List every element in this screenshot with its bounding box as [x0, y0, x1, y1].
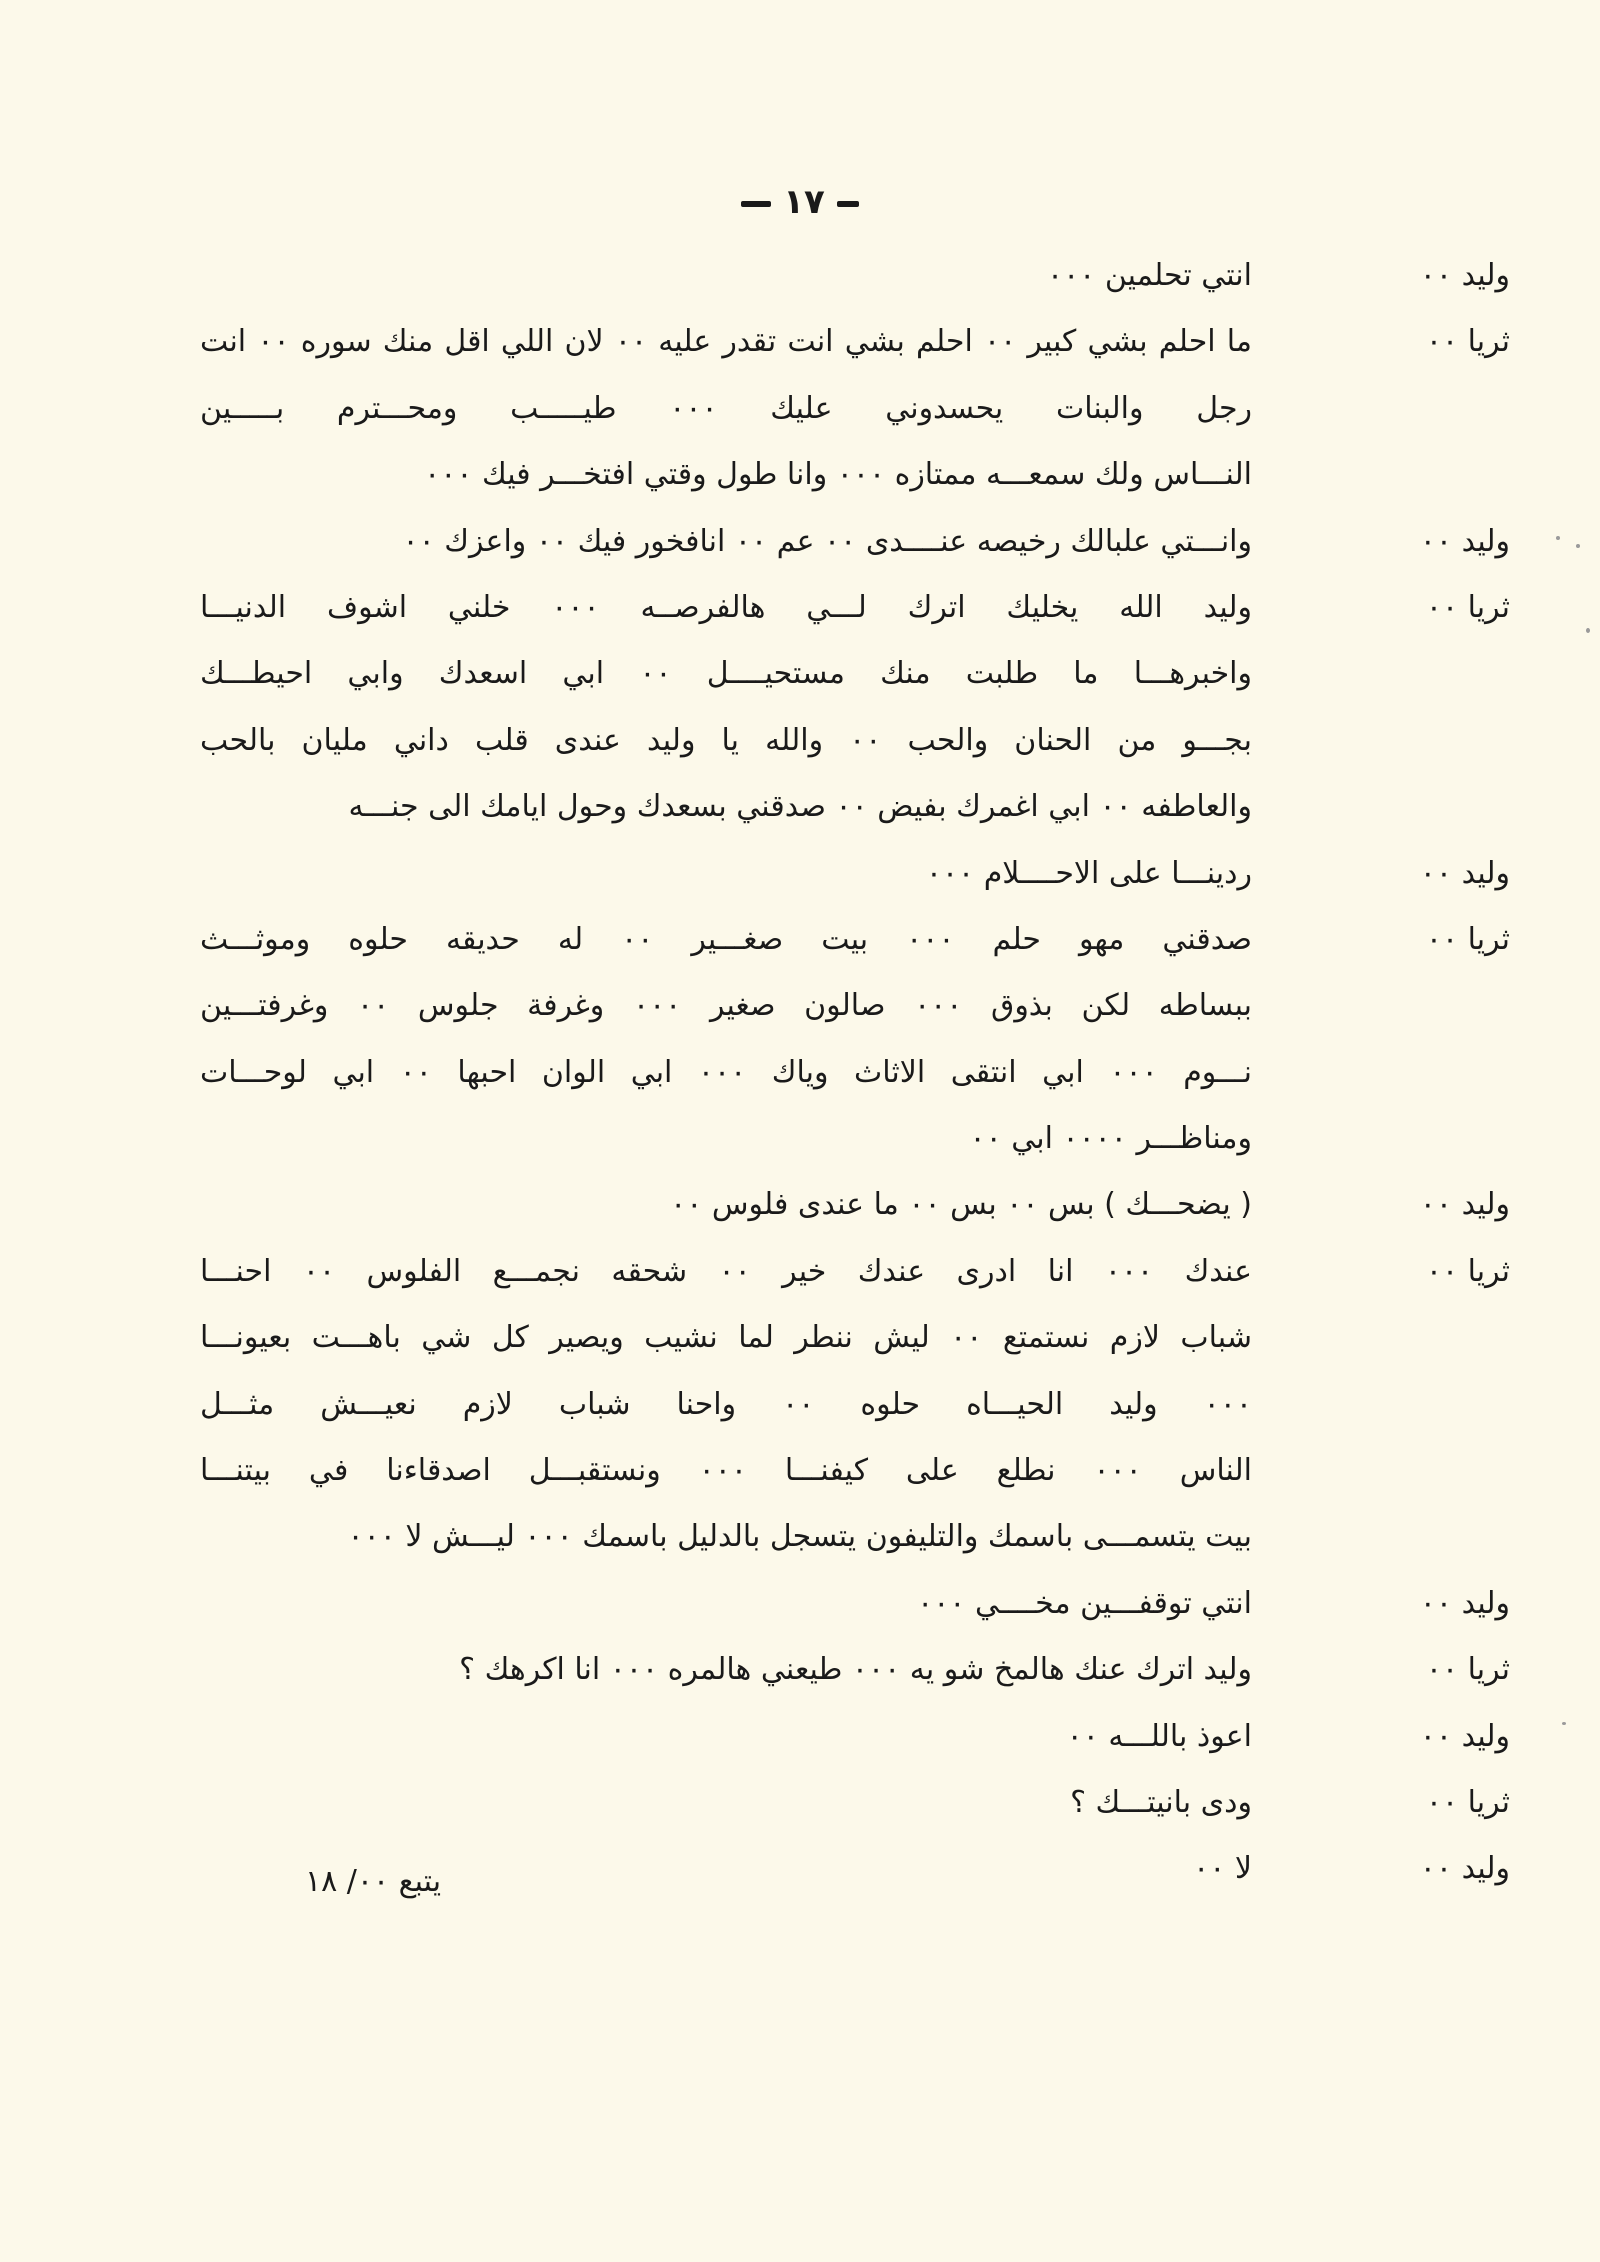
dialogue-row [200, 646, 1510, 712]
speaker-name: وليد ٠٠ [1419, 258, 1510, 293]
dialogue-row [200, 381, 1510, 447]
speaker-name: وليد ٠٠ [1419, 1851, 1510, 1887]
dialogue-text: واخبرهـــا ما طلبت منك مستحيــــل ٠٠ ابي اسعدك وابي احيطـــك [200, 656, 1252, 692]
dialogue-row [200, 1045, 1510, 1111]
dialogue-text: والعاطفه ٠٠ ابي اغمرك بفيض ٠٠ صدقني بسعدك وحول ايامك الى جنـــه [348, 789, 1252, 825]
script-dialogue [200, 248, 1510, 1908]
dialogue-text: صدقني مهو حلم ٠٠٠ بيت صغـــير ٠٠ له حديقه حلوه وموثـــث [200, 921, 1252, 957]
dialogue-text: اعوذ باللـــه ٠٠ [1066, 1718, 1252, 1754]
dialogue-row [200, 846, 1510, 912]
dialogue-row [200, 447, 1510, 513]
dialogue-row [200, 514, 1510, 580]
dialogue-row [200, 978, 1510, 1044]
dialogue-text: النـــاس ولك سمعـــه ممتازه ٠٠٠ وانا طول وقتي افتخـــر فيك ٠٠٠ [424, 457, 1252, 493]
dialogue-text: وليد الله يخليك اترك لـــي هالفرصــه ٠٠٠ خلني اشوف الدنيـــا [200, 589, 1252, 625]
dialogue-row [200, 1576, 1510, 1642]
dialogue-row [200, 1443, 1510, 1509]
dialogue-row [200, 912, 1510, 978]
speaker-name: وليد ٠٠ [1419, 855, 1510, 891]
dialogue-row [200, 1642, 1510, 1708]
dialogue-row [200, 1377, 1510, 1443]
dialogue-text: عندك ٠٠٠ انا ادرى عندك خير ٠٠ شحقه نجمـــع الفلوس ٠٠ احنـــا [200, 1253, 1252, 1289]
dialogue-row [200, 779, 1510, 845]
dialogue-row [200, 314, 1510, 380]
dialogue-text: انتي توقفـــين مخــــي ٠٠٠ [917, 1585, 1252, 1621]
dialogue-row [200, 1111, 1510, 1177]
speaker-name: وليد ٠٠ [1419, 1718, 1510, 1754]
dialogue-row [200, 1177, 1510, 1243]
dialogue-text: بجـــو من الحنان والحب ٠٠ والله يا وليد عندى قلب داني مليان بالحب [200, 722, 1252, 758]
dialogue-text: ردينـــا على الاحــــلام ٠٠٠ [925, 855, 1252, 891]
dialogue-row [200, 248, 1510, 314]
dialogue-text: شباب لازم نستمتع ٠٠ ليش ننطر لما نشيب ويصير كل شي باهـــت بعيونـــا [200, 1320, 1252, 1356]
speaker-name: وليد ٠٠ [1419, 523, 1510, 559]
dialogue-text: وانـــتي علبالك رخيصه عنــــدى ٠٠ عم ٠٠ انافخور فيك ٠٠ واعزك ٠٠ [402, 523, 1252, 559]
dialogue-text: بيت يتسمـــى باسمك والتليفون يتسجل بالدليل باسمك ٠٠٠ ليـــش لا ٠٠٠ [347, 1519, 1252, 1555]
speaker-name: ثريا ٠٠ [1425, 324, 1510, 360]
dialogue-row [200, 713, 1510, 779]
dialogue-text: لا ٠٠ [1193, 1851, 1252, 1887]
dialogue-text: ومناظـــر ٠٠٠٠ ابي ٠٠ [969, 1121, 1252, 1157]
page-number-text: ١٧ [783, 182, 825, 222]
scan-speck [1562, 1722, 1566, 1725]
dialogue-text: ٠٠٠ وليد الحيـــاه حلوه ٠٠ واحنا شباب لازم نعيـــش مثـــل [200, 1386, 1252, 1422]
dialogue-text: الناس ٠٠٠ نطلع على كيفنـــا ٠٠٠ ونستقبـــل اصدقاءنا في بيتنـــا [200, 1453, 1252, 1489]
scan-speck [1576, 544, 1580, 548]
speaker-name: ثريا ٠٠ [1425, 921, 1510, 957]
dialogue-row [200, 1775, 1510, 1841]
page-number-dash [837, 201, 859, 207]
dialogue-text: وليد اترك عنك هالمخ شو يه ٠٠٠ طيعني هالمره ٠٠٠ انا اكرهك ؟ [459, 1652, 1252, 1688]
dialogue-row [200, 580, 1510, 646]
dialogue-text: ودى بانيتـــك ؟ [1070, 1784, 1252, 1820]
dialogue-text: نـــوم ٠٠٠ ابي انتقى الاثاث وياك ٠٠٠ ابي الوان احبها ٠٠ ابي لوحـــات [200, 1054, 1252, 1090]
continued-note: يتبع ٠٠/ ١٨ [305, 1864, 442, 1899]
page-number-dash [741, 201, 771, 207]
dialogue-row [200, 1509, 1510, 1575]
speaker-name: ثريا ٠٠ [1425, 1253, 1510, 1289]
scan-speck [1586, 628, 1590, 633]
dialogue-row [200, 1709, 1510, 1775]
speaker-name: ثريا ٠٠ [1425, 589, 1510, 625]
dialogue-text: ببساطه لكن بذوق ٠٠٠ صالون صغير ٠٠٠ وغرفة جلوس ٠٠ وغرفتـــين [200, 988, 1252, 1024]
dialogue-row [200, 1310, 1510, 1376]
dialogue-text: ( يضحـــك ) بس ٠٠ بس ٠٠ ما عندى فلوس ٠٠ [670, 1187, 1252, 1223]
speaker-name: وليد ٠٠ [1419, 1585, 1510, 1621]
speaker-name: ثريا ٠٠ [1425, 1784, 1510, 1820]
dialogue-row [200, 1244, 1510, 1310]
dialogue-text: انتي تحلمين ٠٠٠ [1046, 258, 1252, 293]
speaker-name: ثريا ٠٠ [1425, 1652, 1510, 1688]
dialogue-text: رجل والبنات يحسدوني عليك ٠٠٠ طيـــــب ومحـــترم بـــــين [200, 390, 1252, 426]
speaker-name: وليد ٠٠ [1419, 1187, 1510, 1223]
dialogue-text: ما احلم بشي كبير ٠٠ احلم بشي انت تقدر عليه ٠٠ لان اللي اقل منك سوره ٠٠ انت [200, 324, 1252, 360]
scan-speck [1556, 536, 1560, 540]
page-number [0, 182, 1600, 222]
